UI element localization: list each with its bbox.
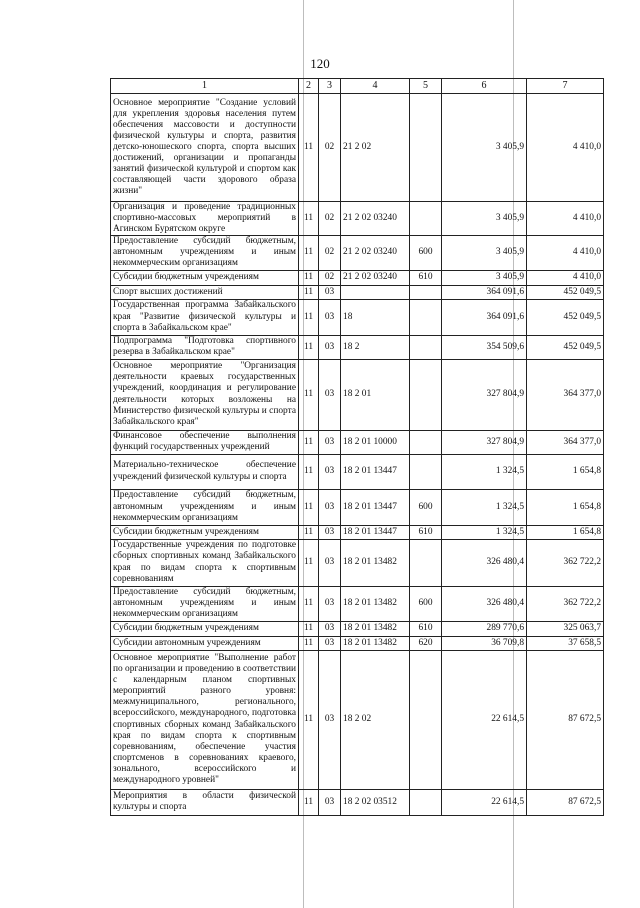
row-name-cell: Спорт высших достижений	[111, 285, 299, 299]
subsection-cell: 03	[319, 789, 341, 815]
header-row	[111, 79, 604, 94]
table-row	[111, 454, 604, 489]
expense-type-cell	[410, 202, 442, 236]
table-row	[111, 525, 604, 539]
expense-type-cell: 600	[410, 489, 442, 525]
amount-col7-cell: 364 377,0	[527, 359, 604, 430]
target-article-cell: 21 2 02 03240	[341, 202, 410, 236]
table-row	[111, 636, 604, 650]
target-article-cell: 21 2 02	[341, 94, 410, 202]
target-article-cell	[341, 285, 410, 299]
section-cell: 11	[299, 285, 319, 299]
section-cell: 11	[299, 270, 319, 285]
expense-type-cell: 620	[410, 636, 442, 650]
table-row	[111, 489, 604, 525]
target-article-cell: 18	[341, 299, 410, 335]
target-article-cell: 18 2	[341, 335, 410, 359]
expense-type-cell: 610	[410, 621, 442, 636]
subsection-cell: 02	[319, 94, 341, 202]
section-cell: 11	[299, 359, 319, 430]
subsection-cell: 03	[319, 650, 341, 789]
amount-col7-cell: 1 654,8	[527, 454, 604, 489]
amount-col6-cell: 3 405,9	[442, 94, 527, 202]
subsection-cell: 03	[319, 621, 341, 636]
amount-col6-cell: 326 480,4	[442, 586, 527, 621]
amount-col7-cell: 1 654,8	[527, 525, 604, 539]
target-article-cell: 18 2 01 13482	[341, 636, 410, 650]
amount-col7-cell: 452 049,5	[527, 285, 604, 299]
section-cell: 11	[299, 539, 319, 586]
section-cell: 11	[299, 430, 319, 454]
row-name-cell: Основное мероприятие "Выполнение работ по организации и проведению в соответствии с календарным планом спортивных мероприятий разного уровня: межмуниципального, регионального, всероссийского, международного, подготовка спортивных сборных команд Забайкальского края по видам спорта к спортивным соревнованиям, обеспечение участия спортсменов в соревнованиях краевого, зонального, всероссийского и международного уровней"	[111, 650, 299, 789]
amount-col7-cell: 325 063,7	[527, 621, 604, 636]
section-cell: 11	[299, 789, 319, 815]
subsection-cell: 03	[319, 586, 341, 621]
row-name-cell: Субсидии автономным учреждениям	[111, 636, 299, 650]
target-article-cell: 18 2 02 03512	[341, 789, 410, 815]
subsection-cell: 02	[319, 236, 341, 270]
table-row	[111, 299, 604, 335]
target-article-cell: 18 2 01 13482	[341, 586, 410, 621]
subsection-cell: 02	[319, 270, 341, 285]
row-name-cell: Мероприятия в области физической культуры и спорта	[111, 789, 299, 815]
expense-type-cell	[410, 454, 442, 489]
amount-col7-cell: 362 722,2	[527, 539, 604, 586]
row-name-cell: Субсидии бюджетным учреждениям	[111, 270, 299, 285]
target-article-cell: 18 2 01 13447	[341, 525, 410, 539]
row-name-cell: Государственная программа Забайкальского края "Развитие физической культуры и спорта в Забайкальском крае"	[111, 299, 299, 335]
target-article-cell: 21 2 02 03240	[341, 270, 410, 285]
amount-col7-cell: 4 410,0	[527, 236, 604, 270]
row-name-cell: Предоставление субсидий бюджетным, автономным учреждениям и иным некоммерческим организациям	[111, 236, 299, 270]
row-name-cell: Основное мероприятие "Организация деятельности краевых государственных учреждений, координация и регулирование деятельности которых возложены на Министерство физической культуры и спорта Забайкальского края"	[111, 359, 299, 430]
amount-col6-cell: 1 324,5	[442, 525, 527, 539]
target-article-cell: 18 2 01	[341, 359, 410, 430]
expense-type-cell: 600	[410, 586, 442, 621]
table-row	[111, 539, 604, 586]
table-row	[111, 650, 604, 789]
expense-type-cell	[410, 650, 442, 789]
table-row	[111, 586, 604, 621]
amount-col7-cell: 87 672,5	[527, 789, 604, 815]
table-row	[111, 335, 604, 359]
row-name-cell: Подпрограмма "Подготовка спортивного резерва в Забайкальском крае"	[111, 335, 299, 359]
target-article-cell: 21 2 02 03240	[341, 236, 410, 270]
section-cell: 11	[299, 621, 319, 636]
row-name-cell: Финансовое обеспечение выполнения функций государственных учреждений	[111, 430, 299, 454]
target-article-cell: 18 2 02	[341, 650, 410, 789]
subsection-cell: 03	[319, 489, 341, 525]
section-cell: 11	[299, 202, 319, 236]
subsection-cell: 02	[319, 202, 341, 236]
header-cell: 6	[442, 79, 527, 94]
target-article-cell: 18 2 01 13447	[341, 489, 410, 525]
amount-col6-cell: 364 091,6	[442, 299, 527, 335]
table-row	[111, 202, 604, 236]
table-row	[111, 789, 604, 815]
amount-col6-cell: 1 324,5	[442, 489, 527, 525]
subsection-cell: 03	[319, 430, 341, 454]
table-row	[111, 359, 604, 430]
subsection-cell: 03	[319, 454, 341, 489]
row-name-cell: Государственные учреждения по подготовке сборных спортивных команд Забайкальского края по видам спорта к спортивным соревнованиям	[111, 539, 299, 586]
page-number: 120	[310, 56, 330, 71]
table-row	[111, 236, 604, 270]
amount-col7-cell: 4 410,0	[527, 270, 604, 285]
row-name-cell: Организация и проведение традиционных спортивно-массовых мероприятий в Агинском Бурятском округе	[111, 202, 299, 236]
row-name-cell: Материально-техническое обеспечение учреждений физической культуры и спорта	[111, 454, 299, 489]
target-article-cell: 18 2 01 10000	[341, 430, 410, 454]
amount-col7-cell: 364 377,0	[527, 430, 604, 454]
section-cell: 11	[299, 525, 319, 539]
section-cell: 11	[299, 650, 319, 789]
amount-col6-cell: 327 804,9	[442, 359, 527, 430]
header-cell: 1	[111, 79, 299, 94]
amount-col7-cell: 87 672,5	[527, 650, 604, 789]
expense-type-cell	[410, 285, 442, 299]
amount-col7-cell: 4 410,0	[527, 202, 604, 236]
target-article-cell: 18 2 01 13447	[341, 454, 410, 489]
expense-type-cell	[410, 299, 442, 335]
section-cell: 11	[299, 94, 319, 202]
row-name-cell: Субсидии бюджетным учреждениям	[111, 525, 299, 539]
expense-type-cell: 600	[410, 236, 442, 270]
amount-col6-cell: 3 405,9	[442, 202, 527, 236]
expense-type-cell: 610	[410, 270, 442, 285]
table-row	[111, 285, 604, 299]
expense-type-cell	[410, 430, 442, 454]
table-row	[111, 94, 604, 202]
subsection-cell: 03	[319, 539, 341, 586]
amount-col6-cell: 3 405,9	[442, 270, 527, 285]
section-cell: 11	[299, 454, 319, 489]
row-name-cell: Субсидии бюджетным учреждениям	[111, 621, 299, 636]
amount-col7-cell: 4 410,0	[527, 94, 604, 202]
header-cell: 4	[341, 79, 410, 94]
expense-type-cell	[410, 789, 442, 815]
table-row	[111, 621, 604, 636]
amount-col6-cell: 3 405,9	[442, 236, 527, 270]
section-cell: 11	[299, 636, 319, 650]
amount-col6-cell: 364 091,6	[442, 285, 527, 299]
subsection-cell: 03	[319, 359, 341, 430]
target-article-cell: 18 2 01 13482	[341, 539, 410, 586]
table-row	[111, 270, 604, 285]
amount-col7-cell: 452 049,5	[527, 335, 604, 359]
expense-type-cell	[410, 94, 442, 202]
section-cell: 11	[299, 586, 319, 621]
target-article-cell: 18 2 01 13482	[341, 621, 410, 636]
amount-col6-cell: 36 709,8	[442, 636, 527, 650]
section-cell: 11	[299, 236, 319, 270]
amount-col7-cell: 452 049,5	[527, 299, 604, 335]
header-cell: 5	[410, 79, 442, 94]
budget-table	[110, 78, 604, 816]
amount-col6-cell: 1 324,5	[442, 454, 527, 489]
section-cell: 11	[299, 489, 319, 525]
section-cell: 11	[299, 335, 319, 359]
expense-type-cell: 610	[410, 525, 442, 539]
expense-type-cell	[410, 359, 442, 430]
amount-col7-cell: 37 658,5	[527, 636, 604, 650]
row-name-cell: Предоставление субсидий бюджетным, автономным учреждениям и иным некоммерческим организациям	[111, 586, 299, 621]
subsection-cell: 03	[319, 299, 341, 335]
expense-type-cell	[410, 335, 442, 359]
amount-col6-cell: 327 804,9	[442, 430, 527, 454]
amount-col6-cell: 354 509,6	[442, 335, 527, 359]
row-name-cell: Предоставление субсидий бюджетным, автономным учреждениям и иным некоммерческим организациям	[111, 489, 299, 525]
subsection-cell: 03	[319, 636, 341, 650]
header-cell: 2	[299, 79, 319, 94]
amount-col6-cell: 22 614,5	[442, 789, 527, 815]
subsection-cell: 03	[319, 525, 341, 539]
header-cell: 3	[319, 79, 341, 94]
subsection-cell: 03	[319, 335, 341, 359]
amount-col6-cell: 289 770,6	[442, 621, 527, 636]
header-cell: 7	[527, 79, 604, 94]
amount-col6-cell: 326 480,4	[442, 539, 527, 586]
expense-type-cell	[410, 539, 442, 586]
amount-col6-cell: 22 614,5	[442, 650, 527, 789]
section-cell: 11	[299, 299, 319, 335]
subsection-cell: 03	[319, 285, 341, 299]
amount-col7-cell: 1 654,8	[527, 489, 604, 525]
amount-col7-cell: 362 722,2	[527, 586, 604, 621]
row-name-cell: Основное мероприятие "Создание условий для укрепления здоровья населения путем обеспечения массовости и доступности физической культуры и спорта, развития детско-юношеского спорта, спорта высших достижений, организации и пропаганды занятий физической культурой и спортом как составляющей части здорового образа жизни"	[111, 94, 299, 202]
table-row	[111, 430, 604, 454]
